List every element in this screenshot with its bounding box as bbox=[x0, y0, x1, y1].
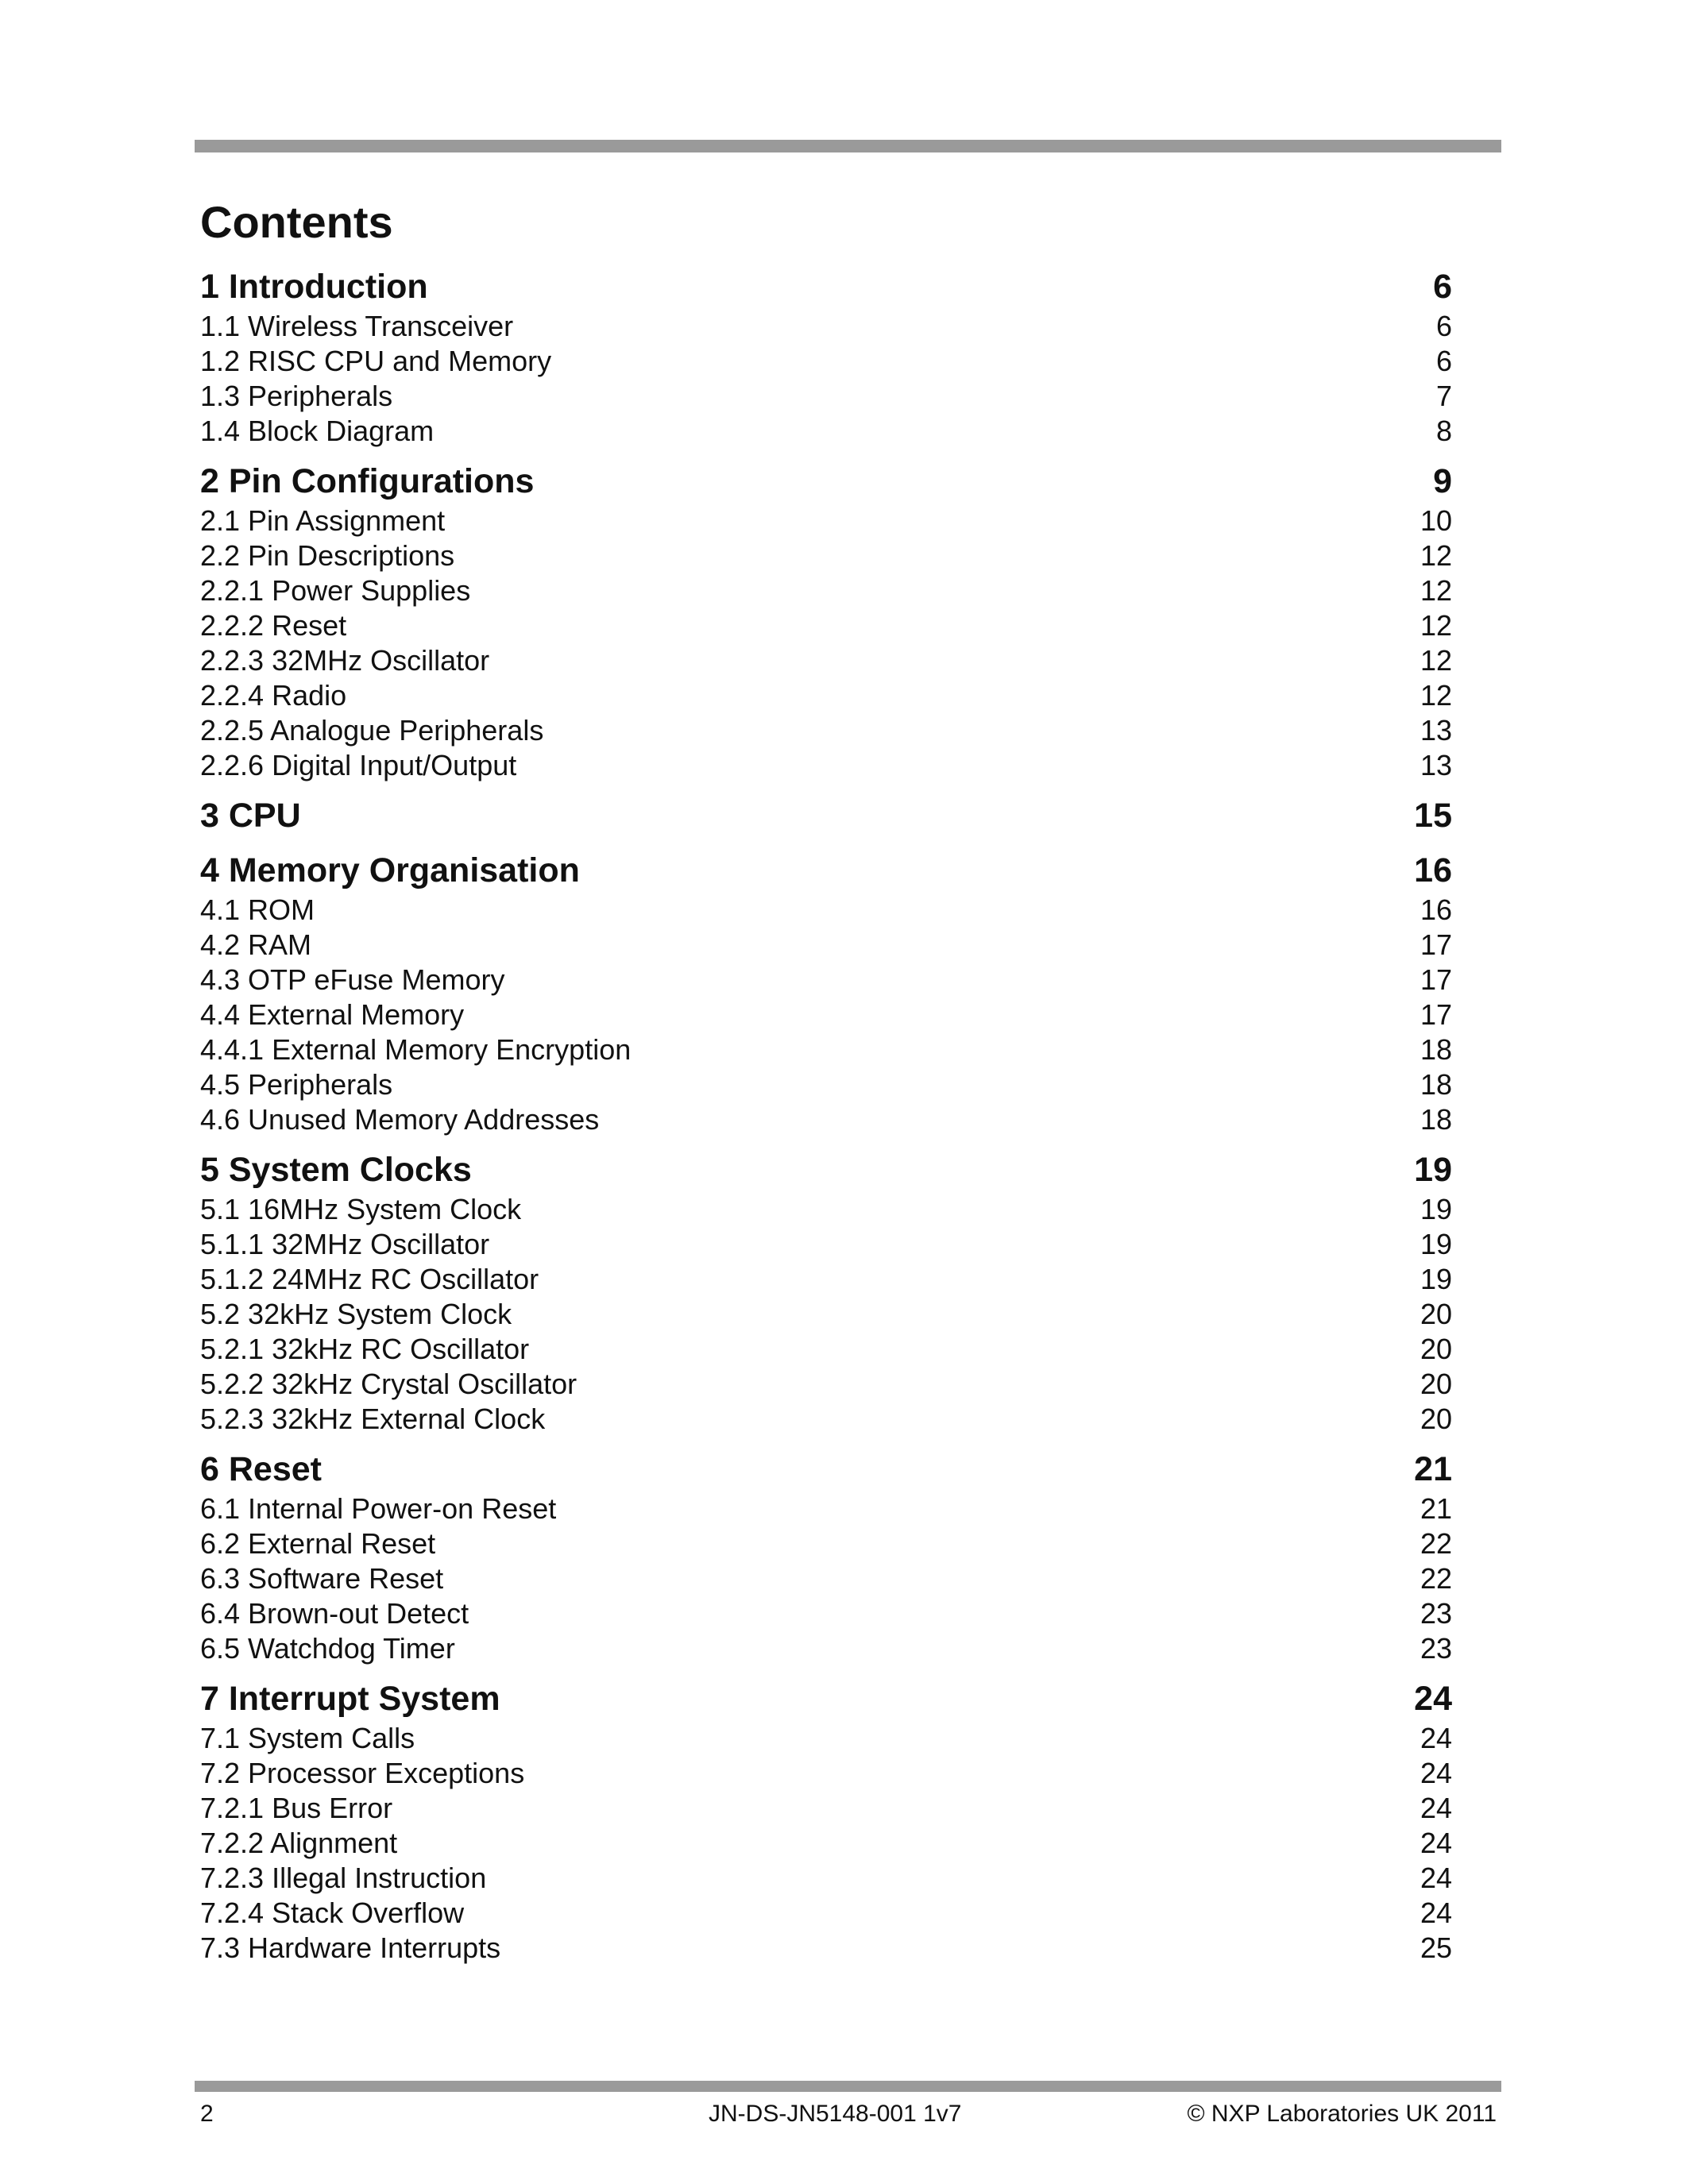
toc-subsection-page: 16 bbox=[1420, 893, 1452, 926]
toc-chapter-page: 24 bbox=[1414, 1680, 1452, 1718]
toc-chapter-entry[interactable] bbox=[200, 849, 1452, 893]
toc-subsection-page: 20 bbox=[1420, 1403, 1452, 1435]
toc-subsection-entry[interactable] bbox=[200, 309, 1452, 344]
toc-subsection-title: 2.2.1 Power Supplies bbox=[200, 574, 471, 607]
toc-subsection-entry[interactable] bbox=[200, 1491, 1452, 1526]
toc-section bbox=[200, 1448, 1452, 1666]
toc-subsection-page: 20 bbox=[1420, 1333, 1452, 1365]
toc-chapter-title: 5 System Clocks bbox=[200, 1151, 472, 1189]
toc-subsection-page: 23 bbox=[1420, 1597, 1452, 1630]
toc-subsection-entry[interactable] bbox=[200, 1297, 1452, 1332]
toc-subsection-title: 7.2 Processor Exceptions bbox=[200, 1757, 525, 1789]
toc-subsection-title: 7.3 Hardware Interrupts bbox=[200, 1931, 501, 1964]
toc-subsection-page: 18 bbox=[1420, 1068, 1452, 1101]
toc-subsection-title: 6.2 External Reset bbox=[200, 1527, 436, 1560]
toc-subsection-title: 7.2.1 Bus Error bbox=[200, 1792, 393, 1824]
toc-subsection-entry[interactable] bbox=[200, 1931, 1452, 1966]
footer-rule bbox=[195, 2081, 1501, 2092]
toc-subsection-entry[interactable] bbox=[200, 414, 1452, 449]
toc-subsection-title: 5.1.1 32MHz Oscillator bbox=[200, 1228, 490, 1260]
toc-subsection-entry[interactable] bbox=[200, 573, 1452, 608]
toc-subsection-title: 1.2 RISC CPU and Memory bbox=[200, 345, 552, 377]
toc-subsection-page: 24 bbox=[1420, 1897, 1452, 1929]
toc-subsection-title: 5.1.2 24MHz RC Oscillator bbox=[200, 1263, 539, 1295]
toc-subsection-entry[interactable] bbox=[200, 963, 1452, 997]
toc-subsection-page: 23 bbox=[1420, 1632, 1452, 1665]
toc-subsection-page: 24 bbox=[1420, 1862, 1452, 1894]
toc-subsection-page: 7 bbox=[1435, 380, 1452, 412]
toc-chapter-entry[interactable] bbox=[200, 1148, 1452, 1192]
toc-subsection-title: 4.6 Unused Memory Addresses bbox=[200, 1103, 600, 1136]
toc-subsection-page: 6 bbox=[1435, 310, 1452, 342]
toc-subsection-page: 24 bbox=[1420, 1827, 1452, 1859]
toc-subsection-entry[interactable] bbox=[200, 1721, 1452, 1756]
toc-subsection-entry[interactable] bbox=[200, 1756, 1452, 1791]
toc-subsection-entry[interactable] bbox=[200, 538, 1452, 573]
toc-section bbox=[200, 1677, 1452, 1966]
toc-subsection-entry[interactable] bbox=[200, 713, 1452, 748]
toc-subsection-page: 19 bbox=[1420, 1263, 1452, 1295]
footer-document-id: JN-DS-JN5148-001 1v7 bbox=[709, 2101, 962, 2127]
toc-subsection-page: 24 bbox=[1420, 1792, 1452, 1824]
table-of-contents bbox=[200, 265, 1452, 1977]
toc-chapter-entry[interactable] bbox=[200, 1677, 1452, 1721]
toc-chapter-page: 6 bbox=[1433, 268, 1452, 306]
toc-subsection-page: 12 bbox=[1420, 644, 1452, 677]
toc-subsection-title: 4.3 OTP eFuse Memory bbox=[200, 963, 505, 996]
toc-subsection-entry[interactable] bbox=[200, 1561, 1452, 1596]
toc-subsection-entry[interactable] bbox=[200, 643, 1452, 678]
toc-subsection-entry[interactable] bbox=[200, 893, 1452, 928]
toc-subsection-title: 1.4 Block Diagram bbox=[200, 415, 435, 447]
toc-chapter-title: 4 Memory Organisation bbox=[200, 851, 580, 889]
toc-subsection-page: 12 bbox=[1420, 539, 1452, 572]
toc-subsection-title: 6.5 Watchdog Timer bbox=[200, 1632, 455, 1665]
toc-subsection-title: 4.1 ROM bbox=[200, 893, 315, 926]
toc-subsection-page: 12 bbox=[1420, 574, 1452, 607]
toc-subsection-title: 6.1 Internal Power-on Reset bbox=[200, 1492, 557, 1525]
toc-subsection-title: 4.4 External Memory bbox=[200, 998, 465, 1031]
toc-subsection-title: 5.2 32kHz System Clock bbox=[200, 1298, 512, 1330]
toc-section bbox=[200, 1148, 1452, 1437]
toc-subsection-title: 2.2.5 Analogue Peripherals bbox=[200, 714, 544, 747]
toc-subsection-page: 8 bbox=[1435, 415, 1452, 447]
toc-subsection-entry[interactable] bbox=[200, 678, 1452, 713]
toc-subsection-page: 12 bbox=[1420, 609, 1452, 642]
toc-subsection-page: 6 bbox=[1435, 345, 1452, 377]
toc-subsection-page: 22 bbox=[1420, 1562, 1452, 1595]
toc-subsection-title: 7.2.2 Alignment bbox=[200, 1827, 398, 1859]
toc-subsection-entry[interactable] bbox=[200, 1402, 1452, 1437]
toc-subsection-entry[interactable] bbox=[200, 608, 1452, 643]
toc-chapter-entry[interactable] bbox=[200, 265, 1452, 309]
toc-chapter-title: 2 Pin Configurations bbox=[200, 462, 535, 500]
toc-subsection-entry[interactable] bbox=[200, 1032, 1452, 1067]
toc-subsection-entry[interactable] bbox=[200, 1367, 1452, 1402]
toc-subsection-title: 1.1 Wireless Transceiver bbox=[200, 310, 514, 342]
toc-subsection-title: 2.2.3 32MHz Oscillator bbox=[200, 644, 490, 677]
toc-subsection-page: 13 bbox=[1420, 749, 1452, 781]
toc-subsection-title: 1.3 Peripherals bbox=[200, 380, 393, 412]
toc-subsection-page: 17 bbox=[1420, 998, 1452, 1031]
toc-subsection-page: 25 bbox=[1420, 1931, 1452, 1964]
toc-chapter-title: 6 Reset bbox=[200, 1450, 322, 1488]
toc-subsection-entry[interactable] bbox=[200, 748, 1452, 783]
toc-subsection-page: 12 bbox=[1420, 679, 1452, 712]
toc-section bbox=[200, 794, 1452, 838]
toc-chapter-title: 1 Introduction bbox=[200, 268, 428, 306]
toc-subsection-entry[interactable] bbox=[200, 504, 1452, 538]
toc-subsection-entry[interactable] bbox=[200, 997, 1452, 1032]
toc-chapter-entry[interactable] bbox=[200, 460, 1452, 504]
toc-subsection-title: 5.1 16MHz System Clock bbox=[200, 1193, 522, 1225]
toc-subsection-entry[interactable] bbox=[200, 1227, 1452, 1262]
toc-subsection-entry[interactable] bbox=[200, 1192, 1452, 1227]
toc-subsection-entry[interactable] bbox=[200, 928, 1452, 963]
toc-subsection-entry[interactable] bbox=[200, 1526, 1452, 1561]
toc-subsection-entry[interactable] bbox=[200, 1791, 1452, 1826]
toc-chapter-title: 3 CPU bbox=[200, 797, 301, 835]
toc-chapter-page: 21 bbox=[1414, 1450, 1452, 1488]
toc-subsection-title: 2.2 Pin Descriptions bbox=[200, 539, 455, 572]
toc-subsection-entry[interactable] bbox=[200, 379, 1452, 414]
toc-subsection-entry[interactable] bbox=[200, 1861, 1452, 1896]
toc-subsection-page: 21 bbox=[1420, 1492, 1452, 1525]
toc-subsection-page: 24 bbox=[1420, 1757, 1452, 1789]
toc-section bbox=[200, 849, 1452, 1137]
toc-subsection-page: 19 bbox=[1420, 1193, 1452, 1225]
toc-subsection-entry[interactable] bbox=[200, 1332, 1452, 1367]
toc-subsection-title: 6.4 Brown-out Detect bbox=[200, 1597, 469, 1630]
toc-subsection-page: 10 bbox=[1420, 504, 1452, 537]
toc-subsection-title: 4.5 Peripherals bbox=[200, 1068, 393, 1101]
toc-chapter-entry[interactable] bbox=[200, 794, 1452, 838]
toc-chapter-page: 9 bbox=[1433, 462, 1452, 500]
footer-copyright: © NXP Laboratories UK 2011 bbox=[1187, 2101, 1497, 2127]
toc-subsection-entry[interactable] bbox=[200, 1262, 1452, 1297]
footer-page-number: 2 bbox=[200, 2101, 214, 2127]
page-footer bbox=[200, 2098, 1497, 2130]
toc-subsection-title: 5.2.3 32kHz External Clock bbox=[200, 1403, 546, 1435]
toc-subsection-page: 24 bbox=[1420, 1722, 1452, 1754]
toc-subsection-title: 7.2.4 Stack Overflow bbox=[200, 1897, 465, 1929]
toc-subsection-entry[interactable] bbox=[200, 1896, 1452, 1931]
toc-subsection-title: 5.2.2 32kHz Crystal Oscillator bbox=[200, 1368, 577, 1400]
toc-subsection-title: 6.3 Software Reset bbox=[200, 1562, 444, 1595]
toc-subsection-title: 5.2.1 32kHz RC Oscillator bbox=[200, 1333, 530, 1365]
toc-subsection-title: 2.2.6 Digital Input/Output bbox=[200, 749, 517, 781]
header-rule bbox=[195, 140, 1501, 152]
toc-subsection-page: 17 bbox=[1420, 928, 1452, 961]
toc-subsection-entry[interactable] bbox=[200, 344, 1452, 379]
toc-chapter-entry[interactable] bbox=[200, 1448, 1452, 1491]
toc-subsection-entry[interactable] bbox=[200, 1596, 1452, 1631]
toc-subsection-entry[interactable] bbox=[200, 1067, 1452, 1102]
toc-subsection-title: 7.1 System Calls bbox=[200, 1722, 415, 1754]
toc-section bbox=[200, 460, 1452, 783]
toc-subsection-title: 7.2.3 Illegal Instruction bbox=[200, 1862, 487, 1894]
toc-subsection-entry[interactable] bbox=[200, 1826, 1452, 1861]
toc-subsection-page: 20 bbox=[1420, 1368, 1452, 1400]
toc-subsection-page: 18 bbox=[1420, 1103, 1452, 1136]
toc-subsection-title: 4.2 RAM bbox=[200, 928, 312, 961]
toc-subsection-page: 13 bbox=[1420, 714, 1452, 747]
toc-subsection-page: 18 bbox=[1420, 1033, 1452, 1066]
toc-chapter-page: 19 bbox=[1414, 1151, 1452, 1189]
toc-subsection-page: 17 bbox=[1420, 963, 1452, 996]
page-title: Contents bbox=[200, 197, 393, 247]
toc-subsection-title: 2.1 Pin Assignment bbox=[200, 504, 446, 537]
toc-section bbox=[200, 265, 1452, 449]
toc-subsection-title: 2.2.4 Radio bbox=[200, 679, 347, 712]
toc-chapter-page: 16 bbox=[1414, 851, 1452, 889]
toc-subsection-page: 22 bbox=[1420, 1527, 1452, 1560]
toc-chapter-title: 7 Interrupt System bbox=[200, 1680, 500, 1718]
toc-subsection-title: 2.2.2 Reset bbox=[200, 609, 347, 642]
toc-subsection-title: 4.4.1 External Memory Encryption bbox=[200, 1033, 632, 1066]
toc-subsection-entry[interactable] bbox=[200, 1102, 1452, 1137]
toc-subsection-page: 19 bbox=[1420, 1228, 1452, 1260]
toc-subsection-entry[interactable] bbox=[200, 1631, 1452, 1666]
toc-chapter-page: 15 bbox=[1414, 797, 1452, 835]
toc-subsection-page: 20 bbox=[1420, 1298, 1452, 1330]
